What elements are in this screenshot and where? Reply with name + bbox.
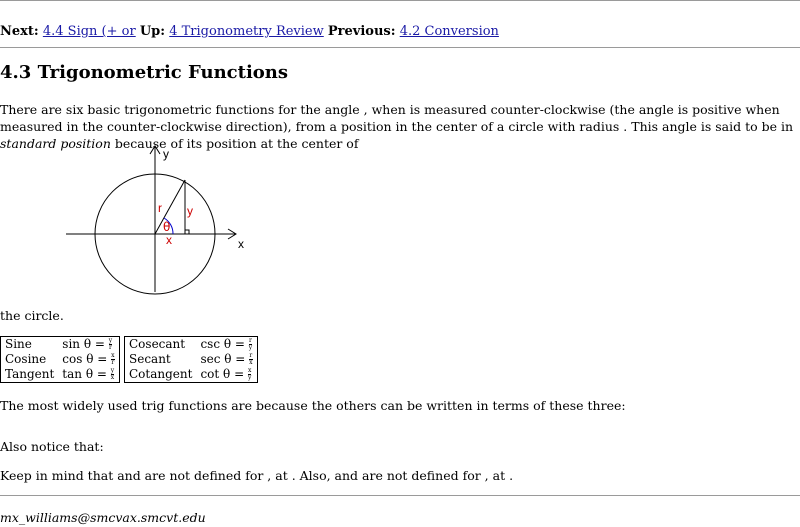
navigation-bar bbox=[0, 24, 499, 39]
table-row bbox=[1, 367, 120, 383]
function-formula bbox=[196, 337, 257, 353]
function-formula bbox=[196, 367, 257, 383]
page-title: 4.3 Trigonometric Functions bbox=[0, 62, 289, 83]
intro-text-1: There are six basic trigonometric functions for the angle , when is measured counter-clockwise (the angle is positive when measured in the counter-clockwise direction), from a position in the center of a circle with radius . This angle is said to be in bbox=[0, 102, 794, 134]
function-formula bbox=[196, 352, 257, 367]
function-name: Cosecant bbox=[129, 337, 186, 351]
fraction-numerator: r bbox=[249, 352, 253, 359]
keep-in-mind-paragraph: Keep in mind that and are not defined for , at . Also, and are not defined for , at . bbox=[0, 468, 514, 483]
function-name: Cosine bbox=[5, 352, 47, 366]
fraction bbox=[109, 338, 112, 351]
fraction-numerator: y bbox=[108, 337, 113, 344]
previous-label: Previous: bbox=[327, 24, 396, 39]
up-label: Up: bbox=[139, 24, 166, 39]
function-name: Sine bbox=[5, 337, 32, 351]
previous-link[interactable]: 4.2 Conversion bbox=[399, 24, 499, 39]
formula-lhs: csc θ = bbox=[200, 337, 245, 351]
fraction bbox=[111, 368, 114, 381]
formula-lhs: cot θ = bbox=[200, 367, 245, 381]
formula-lhs: sin θ = bbox=[62, 337, 105, 351]
next-label: Next: bbox=[0, 24, 39, 39]
x-axis-label: x bbox=[238, 237, 244, 251]
theta-label: θ bbox=[163, 220, 171, 234]
table-primary-functions bbox=[0, 336, 120, 383]
fraction-denominator: r bbox=[109, 344, 112, 351]
fraction-denominator: x bbox=[249, 359, 253, 366]
footer-rule bbox=[0, 495, 800, 496]
intro-text-2: because of its position at the center of bbox=[110, 136, 359, 151]
function-formula bbox=[58, 352, 119, 367]
r-label: r bbox=[158, 201, 162, 215]
fraction bbox=[249, 338, 252, 351]
notice-paragraph: Also notice that: bbox=[0, 439, 104, 454]
formula-lhs: cos θ = bbox=[62, 352, 108, 366]
formula-lhs: tan θ = bbox=[62, 367, 107, 381]
table-row bbox=[1, 337, 120, 353]
fraction-numerator: x bbox=[111, 352, 115, 359]
author-email: mx_williams@smcvax.smcvt.edu bbox=[0, 510, 206, 525]
table-row bbox=[125, 352, 258, 367]
nav-rule bbox=[0, 47, 800, 48]
fraction-denominator: y bbox=[247, 374, 252, 381]
after-figure-text: the circle. bbox=[0, 308, 64, 323]
y-leg-label: y bbox=[187, 204, 193, 218]
fraction-denominator: x bbox=[110, 374, 115, 381]
unit-circle-figure bbox=[60, 142, 260, 302]
intro-emphasis: standard position bbox=[0, 136, 111, 151]
table-row bbox=[1, 352, 120, 367]
function-formula bbox=[58, 367, 119, 383]
fraction bbox=[248, 368, 251, 381]
right-angle-mark bbox=[185, 230, 189, 234]
table-reciprocal-functions bbox=[124, 336, 258, 383]
fraction-denominator: y bbox=[248, 344, 253, 351]
x-leg-label: x bbox=[166, 233, 172, 247]
up-link[interactable]: 4 Trigonometry Review bbox=[169, 24, 324, 39]
fraction-numerator: r bbox=[249, 337, 252, 344]
function-name: Tangent bbox=[5, 367, 55, 381]
fraction-denominator: r bbox=[111, 359, 115, 366]
table-row bbox=[125, 337, 258, 353]
fraction bbox=[249, 353, 252, 366]
top-rule bbox=[0, 0, 800, 1]
fraction-numerator: y bbox=[110, 367, 115, 374]
formula-lhs: sec θ = bbox=[200, 352, 246, 366]
function-name: Cotangent bbox=[129, 367, 193, 381]
table-row bbox=[125, 367, 258, 383]
next-link[interactable]: 4.4 Sign (+ or bbox=[42, 24, 136, 39]
function-formula bbox=[58, 337, 119, 353]
fraction bbox=[111, 353, 114, 366]
fraction-numerator: x bbox=[247, 367, 252, 374]
y-axis-label: y bbox=[163, 147, 169, 161]
function-name: Secant bbox=[129, 352, 171, 366]
widely-used-paragraph: The most widely used trig functions are because the others can be written in terms of these three: bbox=[0, 398, 626, 413]
